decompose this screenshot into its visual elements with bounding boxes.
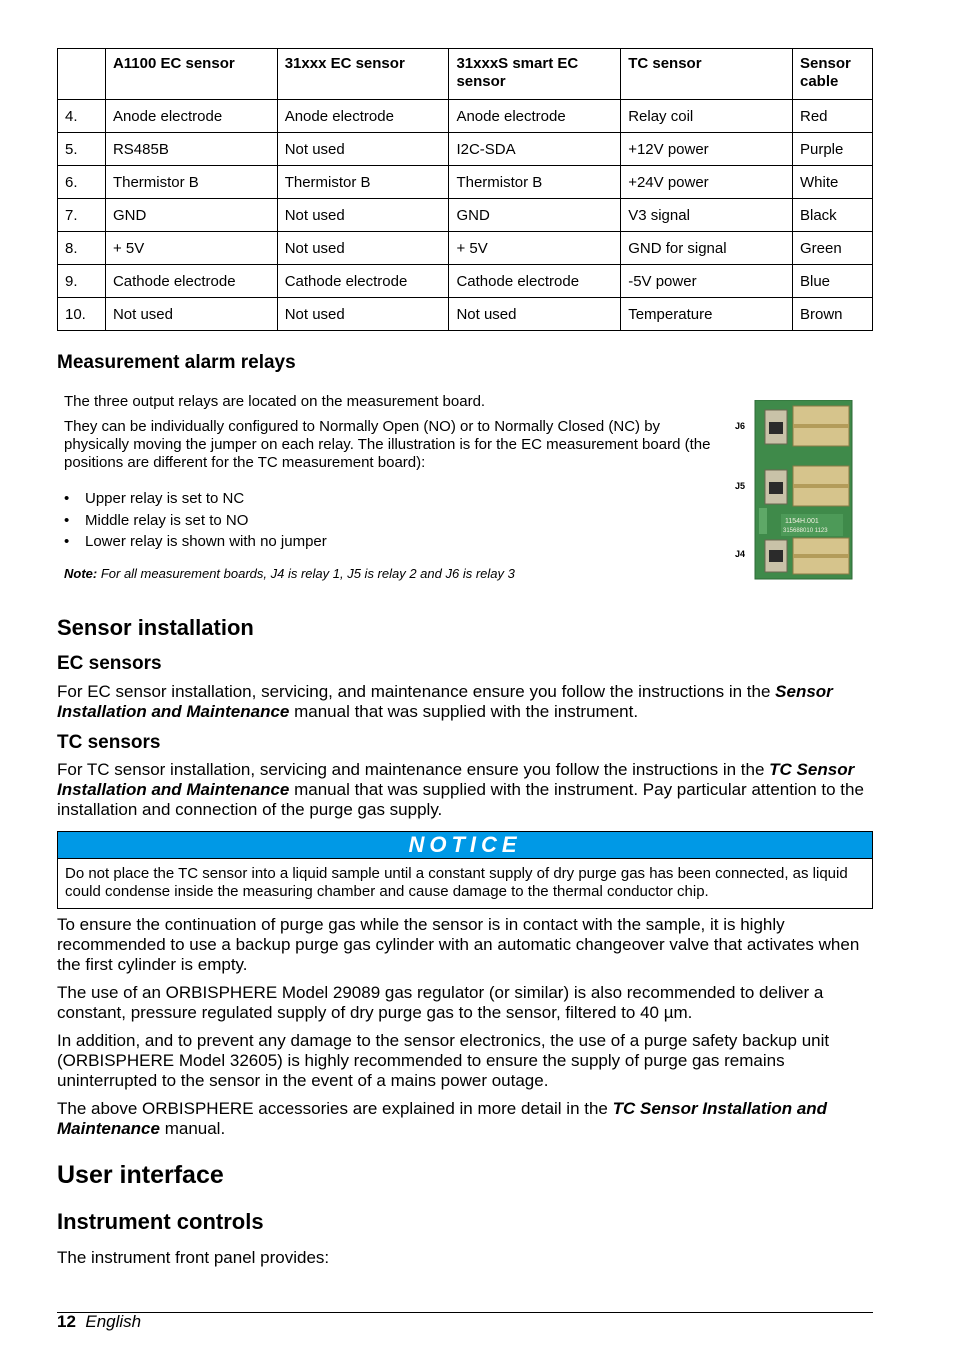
ec-text-part: manual that was supplied with the instrument. <box>289 702 639 721</box>
table-cell: Blue <box>792 265 872 298</box>
table-cell: + 5V <box>105 232 277 265</box>
notice-text: Do not place the TC sensor into a liquid sample until a constant supply of dry purge gas has been connected, as liquid could condense inside the measuring chamber and cause damage to the thermal conductor chip. <box>65 865 848 900</box>
table-cell: Thermistor B <box>105 166 277 199</box>
relays-bullet-list <box>64 488 664 553</box>
table-cell: + 5V <box>449 232 621 265</box>
table-cell: 7. <box>58 199 106 232</box>
table-cell: I2C-SDA <box>449 133 621 166</box>
accessories-manual-title: TC Sensor Installation and Maintenance <box>57 1099 828 1138</box>
table-cell: Anode electrode <box>449 100 621 133</box>
purge-safety-paragraph: In addition, and to prevent any damage to the sensor electronics, the use of a purge safety backup unit (ORBISPHERE Model 32605) is highly recommended to ensure the supply of purge gas remains uninterrupted to the sensor in the event of a mains power outage. <box>57 1031 830 1090</box>
table-cell: Relay coil <box>621 100 793 133</box>
relays-intro: The three output relays are located on the measurement board. <box>64 393 486 410</box>
list-item: • Lower relay is shown with no jumper <box>64 531 664 553</box>
table-header-cell <box>58 49 106 100</box>
table-cell: Anode electrode <box>277 100 449 133</box>
table-cell: Cathode electrode <box>277 265 449 298</box>
table-row <box>58 298 873 331</box>
instrument-controls-heading: Instrument controls <box>57 1209 264 1234</box>
tc-text-part: For TC sensor installation, servicing and maintenance ensure you follow the instructions in the <box>57 760 770 779</box>
table-cell: Not used <box>449 298 621 331</box>
table-cell: Green <box>792 232 872 265</box>
table-cell: +12V power <box>621 133 793 166</box>
purge-gas-paragraph: To ensure the continuation of purge gas while the sensor is in contact with the sample, it is highly recommended to use a backup purge gas cylinder with an automatic changeover valve that activates when the first cylinder is empty. <box>57 915 860 974</box>
table-cell: Black <box>792 199 872 232</box>
table-cell: Anode electrode <box>105 100 277 133</box>
table-cell: 10. <box>58 298 106 331</box>
accessories-text-part: manual. <box>159 1119 226 1138</box>
table-cell: Not used <box>277 199 449 232</box>
list-item: • Middle relay is set to NO <box>64 510 664 532</box>
table-cell: Not used <box>277 232 449 265</box>
user-interface-heading: User interface <box>57 1161 224 1189</box>
table-header-cell: TC sensor <box>621 49 793 100</box>
table-row <box>58 265 873 298</box>
footer-divider <box>57 1312 873 1313</box>
j5-label: J5 <box>735 481 746 491</box>
table-row <box>58 199 873 232</box>
table-row <box>58 100 873 133</box>
board-code-2: 315688010 1123 <box>783 528 828 534</box>
j4-label: J4 <box>735 549 746 559</box>
accessories-text-part: The above ORBISPHERE accessories are explained in more detail in the <box>57 1099 613 1118</box>
table-header-cell: 31xxx EC sensor <box>277 49 449 100</box>
notice-title: NOTICE <box>58 832 872 859</box>
relays-heading: Measurement alarm relays <box>57 352 296 373</box>
table-cell: GND for signal <box>621 232 793 265</box>
relay-board-image <box>731 400 857 580</box>
relays-config-text: They can be individually configured to Normally Open (NO) or to Normally Closed (NC) by physically moving the jumper on each relay. The illustration is for the EC measurement board (the positions are different for the TC measurement board): <box>64 418 711 471</box>
table-cell: Not used <box>277 298 449 331</box>
table-cell: Brown <box>792 298 872 331</box>
page <box>57 48 873 1267</box>
table-cell: -5V power <box>621 265 793 298</box>
ec-sensors-heading: EC sensors <box>57 653 162 674</box>
table-row <box>58 232 873 265</box>
note-label: Note: <box>64 566 98 581</box>
ec-sensors-text <box>57 682 873 722</box>
table-cell: Not used <box>105 298 277 331</box>
table-cell: Temperature <box>621 298 793 331</box>
table-cell: 5. <box>58 133 106 166</box>
footer-language: English <box>85 1312 142 1331</box>
tc-sensors-text <box>57 760 873 820</box>
table-cell: Red <box>792 100 872 133</box>
table-cell: +24V power <box>621 166 793 199</box>
table-cell: 9. <box>58 265 106 298</box>
table-cell: Cathode electrode <box>105 265 277 298</box>
table-cell: RS485B <box>105 133 277 166</box>
sensor-installation-heading: Sensor installation <box>57 615 254 640</box>
table-cell: White <box>792 166 872 199</box>
pin-assignment-table <box>57 48 873 331</box>
table-cell: GND <box>105 199 277 232</box>
tc-sensors-heading: TC sensors <box>57 732 161 753</box>
table-cell: 8. <box>58 232 106 265</box>
relay-board-illustration <box>731 400 857 580</box>
note-text: For all measurement boards, J4 is relay 1, J5 is relay 2 and J6 is relay 3 <box>97 566 515 581</box>
list-item: • Upper relay is set to NC <box>64 488 664 510</box>
table-row <box>58 166 873 199</box>
table-cell: V3 signal <box>621 199 793 232</box>
table-cell: 6. <box>58 166 106 199</box>
ec-text-part: For EC sensor installation, servicing, and maintenance ensure you follow the instructions in the <box>57 682 776 701</box>
gas-regulator-paragraph: The use of an ORBISPHERE Model 29089 gas regulator (or similar) is also recommended to deliver a constant, pressure regulated supply of dry purge gas to the sensor, filtered to 40 µm. <box>57 983 824 1022</box>
table-cell: 4. <box>58 100 106 133</box>
table-cell: Purple <box>792 133 872 166</box>
tc-manual-title: TC Sensor Installation and Maintenance <box>57 760 855 799</box>
page-number: 12 <box>57 1312 76 1331</box>
accessories-paragraph <box>57 1099 873 1139</box>
table-header-row <box>58 49 873 100</box>
table-cell: Thermistor B <box>277 166 449 199</box>
instrument-controls-text: The instrument front panel provides: <box>57 1248 330 1267</box>
ec-manual-title: Sensor Installation and Maintenance <box>57 682 833 721</box>
page-footer <box>57 1312 141 1332</box>
board-code-1: 1154H.001 <box>785 518 819 525</box>
notice-box <box>57 831 873 909</box>
table-row <box>58 133 873 166</box>
table-header-cell: A1100 EC sensor <box>105 49 277 100</box>
table-cell: GND <box>449 199 621 232</box>
table-cell: Not used <box>277 133 449 166</box>
relays-note <box>64 566 704 582</box>
tc-text-part: manual that was supplied with the instrument. Pay particular attention to the installation and connection of the purge gas supply. <box>57 780 864 819</box>
j6-label: J6 <box>735 421 746 431</box>
table-header-cell: Sensor cable <box>792 49 872 100</box>
table-cell: Cathode electrode <box>449 265 621 298</box>
table-header-cell: 31xxxS smart EC sensor <box>449 49 621 100</box>
table-cell: Thermistor B <box>449 166 621 199</box>
